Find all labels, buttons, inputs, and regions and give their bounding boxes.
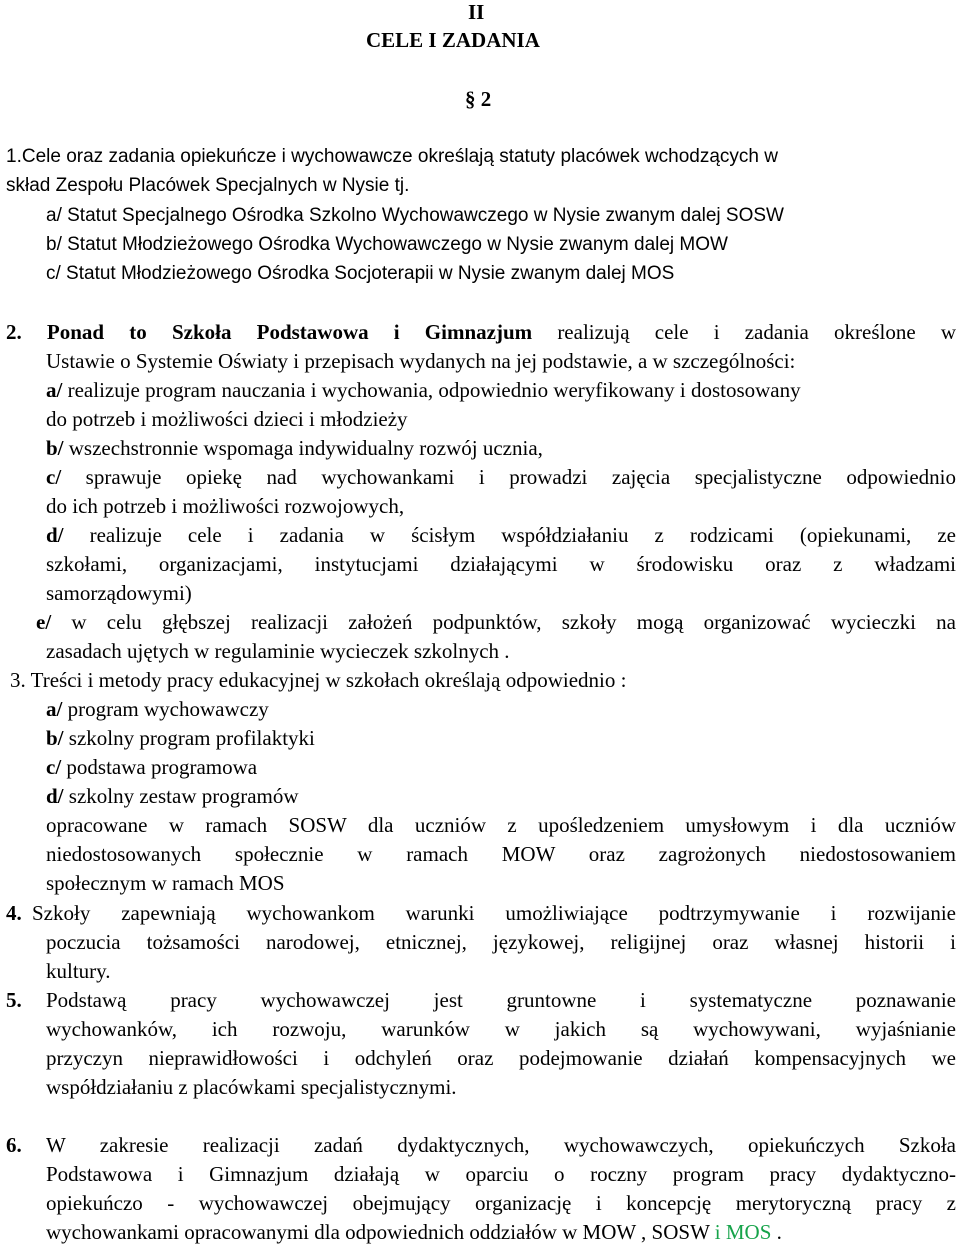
p1-item-b: b/ Statut Młodzieżowego Ośrodka Wychowawczego w Nysie zwanym dalej MOW <box>46 234 728 255</box>
p6-line4 <box>46 1220 782 1244</box>
p4-line3: kultury. <box>46 959 111 983</box>
p3-text: Treści i metody pracy edukacyjnej w szkołach określają odpowiednio : <box>25 668 627 692</box>
p2-e-label: e/ <box>36 610 52 634</box>
p3-line3: społecznym w ramach MOS <box>46 871 285 895</box>
p5-line1: Podstawą pracy wychowawczej jest gruntowne i systematyczne poznawanie <box>46 988 956 1012</box>
section-number: § 2 <box>465 87 492 111</box>
p3-item-c <box>46 755 257 779</box>
p3-c-text: podstawa programowa <box>61 755 258 779</box>
p2-d-text: realizuje cele i zadania w ścisłym współdziałaniu z rodzicami (opiekunami, ze <box>63 523 956 547</box>
p2-c-text: sprawuje opiekę nad wychowankami i prowadzi zajęcia specjalistyczne odpowiednio <box>61 465 956 489</box>
p3-a-text: program wychowawczy <box>62 697 269 721</box>
p2-a-text: realizuje program nauczania i wychowania, odpowiednio weryfikowany i dostosowany <box>62 378 801 402</box>
p5-line2: wychowanków, ich rozwoju, warunków w jakich są wychowywani, wyjaśnianie <box>46 1017 956 1041</box>
chapter-number: II <box>468 0 485 24</box>
p2-item-b <box>46 436 543 460</box>
p2-lead: Ponad to Szkoła Podstawowa i Gimnazjum <box>46 320 533 344</box>
p6-number: 6. <box>6 1133 22 1157</box>
p3-line1: opracowane w ramach SOSW dla uczniów z upośledzeniem umysłowym i dla uczniów <box>46 813 956 837</box>
p2-item-c <box>46 465 956 489</box>
p6-highlight-mos: i MOS <box>714 1220 772 1244</box>
p6-line3: opiekuńczo - wychowawczej obejmujący organizację i koncepcję merytoryczną pracy z <box>46 1191 956 1215</box>
p3-line <box>10 668 626 692</box>
p1-line2: skład Zespołu Placówek Specjalnych w Nysie tj. <box>6 175 410 196</box>
p2-b-label: b/ <box>46 436 64 460</box>
p6-line1: W zakresie realizacji zadań dydaktycznych, wychowawczych, opiekuńczych Szkoła <box>46 1133 956 1157</box>
p3-line2: niedostosowanych społecznie w ramach MOW oraz zagrożonych niedostosowaniem <box>46 842 956 866</box>
p3-b-text: szkolny program profilaktyki <box>63 726 315 750</box>
p6-line4-end: . <box>771 1220 782 1244</box>
p2-e-text: w celu głębszej realizacji założeń podpunktów, szkoły mogą organizować wycieczki na <box>51 610 956 634</box>
p1-line1: 1.Cele oraz zadania opiekuńcze i wychowawcze określają statuty placówek wchodzących w <box>6 146 778 167</box>
p1-item-a: a/ Statut Specjalnego Ośrodka Szkolno Wychowawczego w Nysie zwanym dalej SOSW <box>46 205 784 226</box>
p2-item-d-cont2: samorządowymi) <box>46 581 192 605</box>
p2-number: 2. <box>6 320 22 344</box>
p2-line1 <box>6 320 956 344</box>
p2-item-e-cont: zasadach ujętych w regulaminie wycieczek szkolnych . <box>46 639 510 663</box>
p2-line2: Ustawie o Systemie Oświaty i przepisach wydanych na jej podstawie, a w szczególności: <box>46 349 796 373</box>
p5-line4: współdziałaniu z placówkami specjalistycznymi. <box>46 1075 457 1099</box>
chapter-title: CELE I ZADANIA <box>366 28 540 52</box>
p2-d-label: d/ <box>46 523 64 547</box>
p3-d-label: d/ <box>46 784 64 808</box>
p3-item-a <box>46 697 269 721</box>
p3-d-text: szkolny zestaw programów <box>63 784 299 808</box>
p2-a-label: a/ <box>46 378 63 402</box>
p3-item-b <box>46 726 315 750</box>
p3-number: 3. <box>10 668 26 692</box>
p5-line3: przyczyn nieprawidłowości i odchyleń oraz podejmowanie działań kompensacyjnych we <box>46 1046 956 1070</box>
p6-line4-main: wychowankami opracowanymi dla odpowiednich oddziałów w MOW , SOSW <box>46 1220 715 1244</box>
p3-a-label: a/ <box>46 697 63 721</box>
p2-item-a-cont: do potrzeb i możliwości dzieci i młodzieży <box>46 407 408 431</box>
p4-number: 4. <box>6 901 22 925</box>
p6-line2: Podstawowa i Gimnazjum działają w oparciu o roczny program pracy dydaktyczno- <box>46 1162 956 1186</box>
p2-item-e <box>36 610 956 634</box>
p2-item-d <box>46 523 956 547</box>
p3-b-label: b/ <box>46 726 64 750</box>
p5-number: 5. <box>6 988 22 1012</box>
p2-c-label: c/ <box>46 465 62 489</box>
p4-line2: poczucia tożsamości narodowej, etnicznej, językowej, religijnej oraz własnej historii i <box>46 930 956 954</box>
p3-item-d <box>46 784 299 808</box>
p4-line1: Szkoły zapewniają wychowankom warunki umożliwiające podtrzymywanie i rozwijanie <box>32 901 956 925</box>
p2-item-c-cont: do ich potrzeb i możliwości rozwojowych, <box>46 494 405 518</box>
p1-item-c: c/ Statut Młodzieżowego Ośrodka Socjoterapii w Nysie zwanym dalej MOS <box>46 263 675 284</box>
p2-item-d-cont1: szkołami, organizacjami, instytucjami działającymi w środowisku oraz z władzami <box>46 552 956 576</box>
p3-c-label: c/ <box>46 755 62 779</box>
p2-item-a <box>46 378 801 402</box>
p2-line1-rest: realizują cele i zadania określone w <box>557 320 957 344</box>
p2-b-text: wszechstronnie wspomaga indywidualny rozwój ucznia, <box>63 436 543 460</box>
